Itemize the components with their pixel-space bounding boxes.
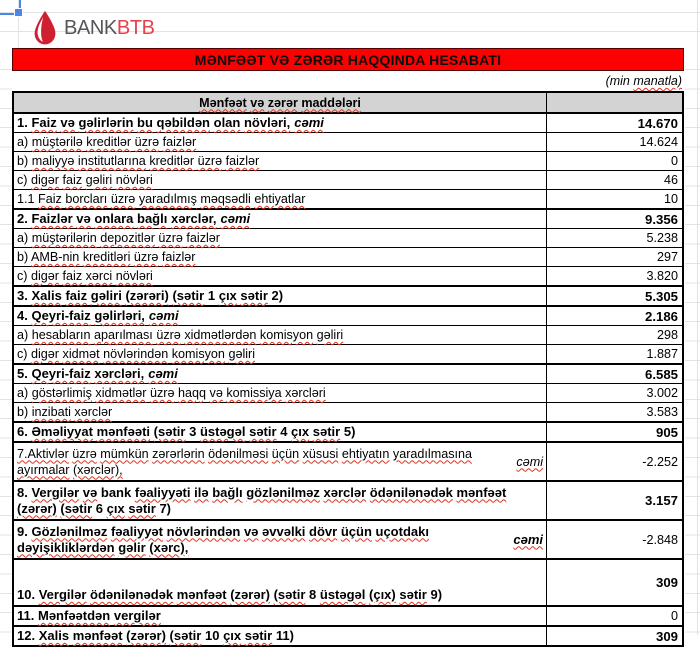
row-label-suffix: cəmi [220, 211, 251, 226]
row-value: 297 [656, 250, 678, 264]
row-value-cell[interactable] [546, 210, 682, 228]
bank-logo-text [64, 18, 155, 38]
row-label: 1.1 Faiz borcları üzrə yaradılmış məqsədli ehtiyatlar [17, 192, 306, 206]
row-value: 0 [670, 154, 678, 168]
row-value-cell[interactable] [546, 365, 682, 383]
row-label-cell[interactable] [14, 229, 546, 247]
row-value: 309 [655, 575, 678, 590]
table-header-label: Mənfəət və zərər maddələri [199, 95, 361, 110]
table-row[interactable] [14, 625, 682, 645]
row-label: b) AMB-nin kreditləri üzrə faizlər [17, 250, 196, 264]
row-value: 0 [670, 609, 678, 623]
report-title-banner[interactable] [12, 48, 684, 71]
row-label-cell[interactable] [14, 365, 546, 383]
row-value-cell[interactable] [546, 171, 682, 189]
row-label-suffix: cəmi [148, 366, 178, 381]
gridline-right-margin [685, 69, 700, 635]
row-label-suffix: cəmi [294, 115, 324, 130]
row-label: 6. Əməliyyat mənfəəti (sətir 3 üstəgəl sətir 4 çıx sətir 5) [17, 424, 356, 439]
row-value-cell[interactable] [546, 443, 682, 480]
table-row[interactable] [14, 247, 682, 266]
row-label: 7.Aktivlər üzrə mümkün zərərlərin ödənilməsi üçün xüsusi ehtiyatın yaradılmasına ayırmalar (xərclər), [17, 446, 473, 477]
row-value: 14.670 [637, 115, 678, 131]
row-value: 3.002 [646, 386, 678, 400]
row-label: 10. Vergilər ödənilənədək mənfəət (zərər) (sətir 8 üstəgəl (çıx) sətir 9) [17, 587, 443, 602]
row-label: 9. Gözlənilməz fəaliyyət növlərindən və əvvəlki dövr üçün uçotdakı dəyişikliklərdən gəlir (xərc), [17, 523, 429, 555]
table-row[interactable] [14, 305, 682, 325]
row-value: 6.585 [644, 366, 678, 382]
row-value-cell[interactable] [546, 607, 682, 625]
table-row[interactable] [14, 402, 682, 421]
row-value: 3.583 [646, 405, 678, 419]
report-title: MƏNFƏƏT VƏ ZƏRƏR HAQQINDA HESABATI [194, 51, 502, 68]
row-label-cell[interactable] [14, 443, 546, 480]
row-label: b) inzibati xərclər [17, 405, 113, 419]
table-row[interactable] [14, 189, 682, 208]
table-row[interactable] [14, 132, 682, 151]
table-row[interactable] [14, 170, 682, 189]
row-value-cell[interactable] [546, 403, 682, 421]
table-row[interactable] [14, 441, 682, 480]
row-label: a) müştərilərin depozitlər üzrə faizlər [17, 231, 220, 245]
row-label: 3. Xalis faiz gəliri (zərəri) (sətir 1 çıx sətir 2) [17, 288, 284, 303]
row-value: 298 [656, 328, 678, 342]
row-label: 12. Xalis mənfəət (zərər) (sətir 10 çıx sətir 11) [17, 628, 294, 643]
row-label: a) göstərlimiş xidmətlər üzrə haqq və komissiya xərcləri [17, 386, 326, 400]
row-label-cell[interactable] [14, 384, 546, 402]
row-value: 10 [663, 192, 678, 206]
table-header-label-cell[interactable] [14, 93, 546, 112]
row-label-cell[interactable] [14, 210, 546, 228]
row-value-cell[interactable] [546, 345, 682, 363]
row-value: 14.624 [639, 135, 678, 149]
row-label-cell[interactable] [14, 521, 546, 558]
row-value: 46 [663, 173, 678, 187]
row-label: 2. Faizlər və onlara bağlı xərclər, [17, 211, 217, 226]
table-row[interactable] [14, 383, 682, 402]
row-label-cell[interactable] [14, 248, 546, 266]
row-value-cell[interactable] [546, 114, 682, 132]
row-value-cell[interactable] [546, 248, 682, 266]
gridline-left-margin [0, 69, 12, 635]
unit-note-cell[interactable] [12, 72, 682, 90]
row-label-cell[interactable] [14, 307, 546, 325]
table-header-value-cell[interactable] [546, 93, 682, 112]
row-label: a) müştərilə kreditlər üzrə faizlər [17, 135, 197, 149]
pl-table [12, 91, 684, 647]
row-label-cell[interactable] [14, 171, 546, 189]
row-value: 5.238 [646, 231, 678, 245]
pl-table-body [14, 112, 682, 645]
row-value: 309 [655, 628, 678, 644]
row-label-cell[interactable] [14, 190, 546, 208]
flame-icon [32, 9, 58, 46]
row-label: a) hesabların aparılması üzrə xidmətlərdən komisyon gəliri [17, 328, 344, 342]
row-label-suffix: cəmi [148, 308, 179, 323]
row-label-cell[interactable] [14, 133, 546, 151]
row-label-suffix: cəmi [513, 531, 543, 547]
row-value: 2.186 [644, 308, 678, 324]
table-row[interactable] [14, 112, 682, 132]
logo-bank-label: BANK [64, 16, 117, 39]
logo-btb-label: BTB [116, 16, 155, 39]
unit-note-text: (min manatla) [605, 74, 682, 88]
row-label-cell[interactable] [14, 267, 546, 285]
row-value-cell[interactable] [546, 627, 682, 645]
selection-fill-handle[interactable] [14, 8, 23, 17]
row-label: 8. Vergilər və bank fəaliyyəti ilə bağlı gözlənilməz xərclər ödənilənədək mənfəət (zərər) (sətir 6 çıx sətir 7) [17, 484, 507, 516]
row-label-cell[interactable] [14, 403, 546, 421]
row-value-cell[interactable] [546, 229, 682, 247]
table-row[interactable] [14, 208, 682, 228]
row-value-cell[interactable] [546, 384, 682, 402]
row-value-cell[interactable] [546, 307, 682, 325]
row-label-cell[interactable] [14, 607, 546, 625]
table-row[interactable] [14, 344, 682, 363]
row-label-cell[interactable] [14, 345, 546, 363]
row-value-cell[interactable] [546, 326, 682, 344]
row-value-cell[interactable] [546, 190, 682, 208]
table-row[interactable] [14, 421, 682, 441]
row-value: -2.252 [642, 454, 678, 469]
row-label-cell[interactable] [14, 326, 546, 344]
table-row[interactable] [14, 325, 682, 344]
row-label-suffix: cəmi [516, 454, 543, 469]
row-label: 5. Qeyri-faiz xərcləri, [17, 366, 145, 381]
row-label: b) maliyyə institutlarına kreditlər üzrə faizlər [17, 154, 260, 168]
row-value-cell[interactable] [546, 423, 682, 441]
table-header-row[interactable] [14, 93, 682, 112]
row-label-cell[interactable] [14, 152, 546, 170]
bank-logo [32, 9, 155, 46]
table-row[interactable] [14, 605, 682, 625]
row-label: 4. Qeyri-faiz gəlirləri, [17, 308, 145, 323]
row-value-cell[interactable] [546, 267, 682, 285]
row-value-cell[interactable] [546, 133, 682, 151]
table-row[interactable] [14, 266, 682, 285]
table-row[interactable] [14, 558, 682, 605]
row-value: 5.305 [644, 288, 678, 304]
row-label: 11. Mənfəətdən vergilər [17, 608, 161, 623]
row-value: 1.887 [646, 347, 678, 361]
row-label-cell[interactable] [14, 114, 546, 132]
row-value-cell[interactable] [546, 482, 682, 519]
row-value-cell[interactable] [546, 521, 682, 558]
row-value-cell[interactable] [546, 560, 682, 605]
row-value: 9.356 [644, 211, 678, 227]
table-row[interactable] [14, 519, 682, 558]
row-label-cell[interactable] [14, 482, 546, 519]
row-label-cell[interactable] [14, 287, 546, 305]
row-value: 905 [655, 424, 678, 440]
row-label: c) digər xidmət növlərindən komisyon gəliri [17, 347, 256, 361]
row-label-cell[interactable] [14, 560, 546, 605]
row-value-cell[interactable] [546, 287, 682, 305]
table-row[interactable] [14, 285, 682, 305]
table-row[interactable] [14, 151, 682, 170]
row-value: 3.157 [644, 493, 678, 508]
row-label: c) digər faiz xərci növləri [17, 269, 153, 283]
row-value: 3.820 [646, 269, 678, 283]
row-value-cell[interactable] [546, 152, 682, 170]
row-label-cell[interactable] [14, 627, 546, 645]
row-label: c) digər faiz gəliri növləri [17, 173, 153, 187]
row-label-cell[interactable] [14, 423, 546, 441]
row-value: -2.848 [642, 532, 678, 547]
table-row[interactable] [14, 228, 682, 247]
table-row[interactable] [14, 363, 682, 383]
row-label: 1. Faiz və gəlirlərin bu qəbildən olan növləri, [17, 115, 291, 130]
table-row[interactable] [14, 480, 682, 519]
